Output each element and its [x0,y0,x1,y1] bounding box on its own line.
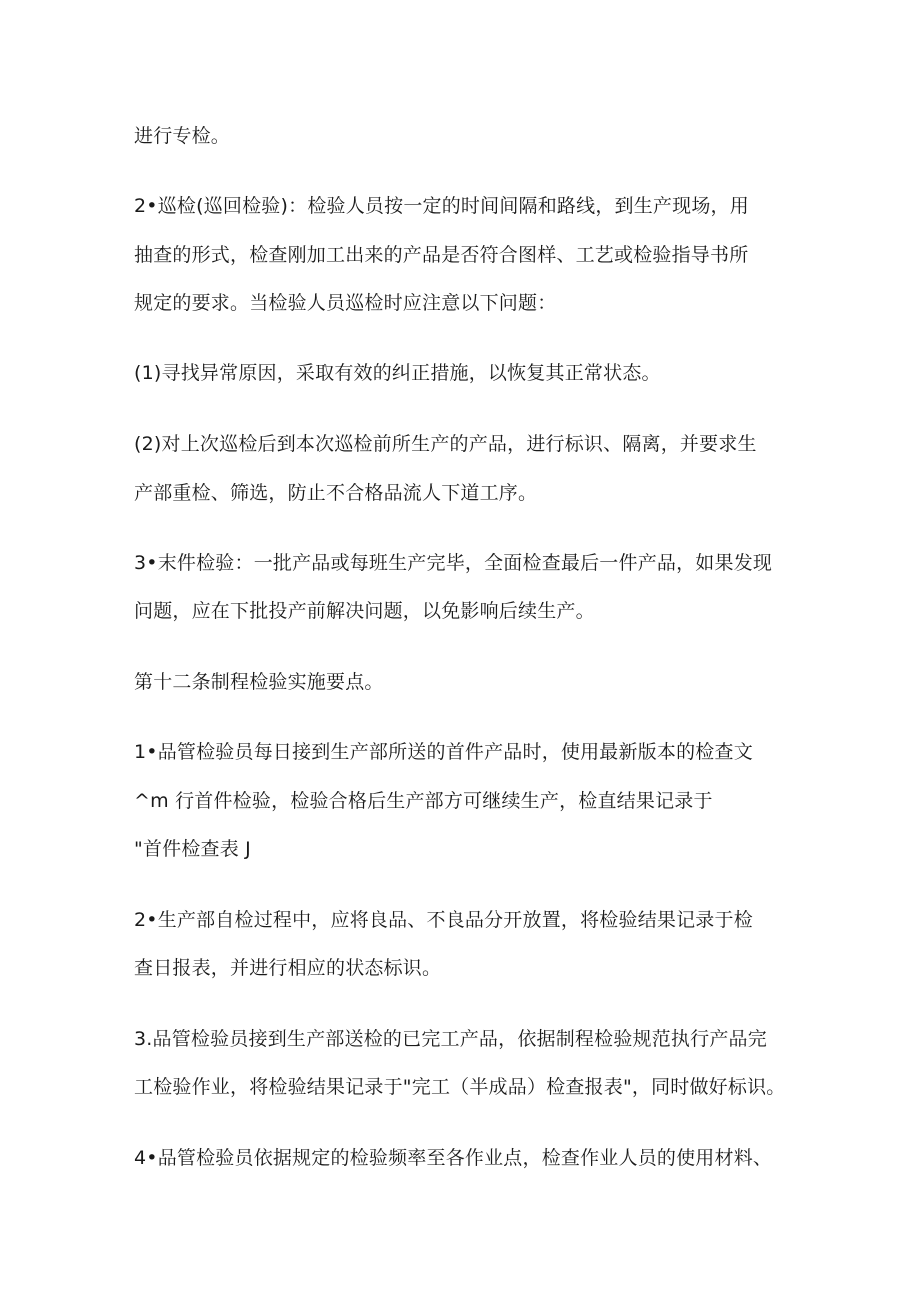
paragraph-7-line-0: 2•生产部自检过程中，应将良品、不良品分开放置，将检验结果记录于检 [134,909,753,931]
paragraph-1-line-1: 抽查的形式，检查刚加工出来的产品是否符合图样、工艺或检验指导书所 [134,244,749,266]
paragraph-3-line-1: 产部重检、筛选，防止不合格品流人下道工序。 [134,482,538,504]
paragraph-1-line-2: 规定的要求。当检验人员巡检时应注意以下问题： [134,292,557,314]
paragraph-8-line-1: 工检验作业，将检验结果记录于"完工（半成品）检查报表"，同时做好标识。 [134,1076,786,1098]
paragraph-2-line-0: (1)寻找异常原因，采取有效的纠正措施，以恢复其正常状态。 [134,362,661,384]
paragraph-0-line-0: 进行专检。 [134,125,231,147]
paragraph-1-line-0: 2•巡检(巡回检验)：检验人员按一定的时间间隔和路线，到生产现场，用 [134,195,749,217]
paragraph-4-line-0: 3•末件检验：一批产品或每班生产完毕，全面检查最后一件产品，如果发现 [134,552,773,574]
paragraph-6-line-0: 1•品管检验员每日接到生产部所送的首件产品时，使用最新版本的检查文 [134,741,753,763]
paragraph-7-line-1: 查日报表，并进行相应的状态标识。 [134,957,442,979]
paragraph-8-line-0: 3.品管检验员接到生产部送检的已完工产品，依据制程检验规范执行产品完 [134,1028,767,1050]
paragraph-6-line-2: "首件检查表 J [134,838,251,860]
paragraph-6-line-1: ^m 行首件检验，检验合格后生产部方可继续生产，检直结果记录于 [134,790,713,812]
section-heading: 第十二条制程检验实施要点。 [134,671,384,693]
paragraph-4-line-1: 问题，应在下批投产前解决问题，以免影响后续生产。 [134,600,595,622]
paragraph-9-line-0: 4•品管检验员依据规定的检验频率至各作业点，检查作业人员的使用材料、 [134,1147,773,1169]
paragraph-3-line-0: (2)对上次巡检后到本次巡检前所生产的产品，进行标识、隔离，并要求生 [134,433,757,455]
